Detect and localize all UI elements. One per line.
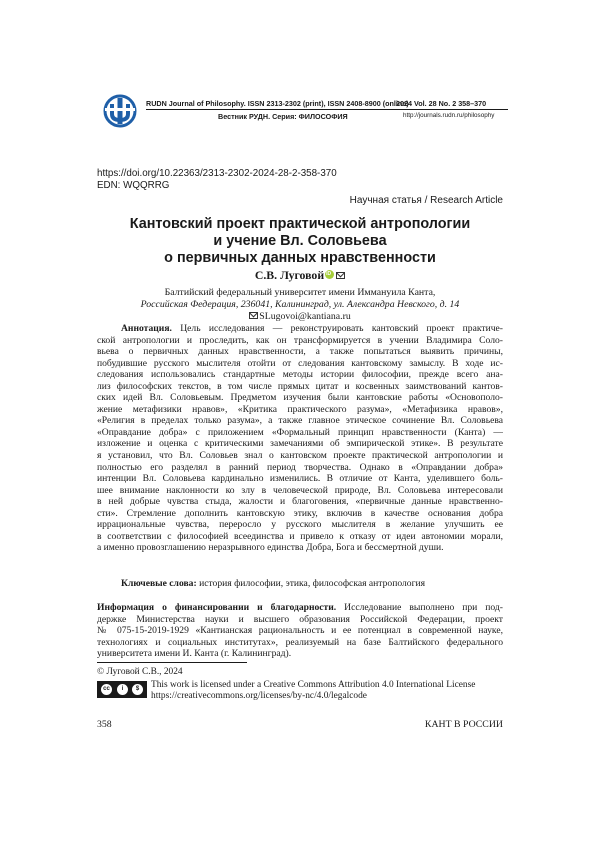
footnote-rule (97, 662, 247, 663)
journal-name: RUDN Journal of Philosophy. ISSN 2313-2302 (print), ISSN 2408-8900 (online) (146, 99, 409, 108)
abstract-line: жение метафизики нравов», «Критика практического разума», «Метафизика нравов», (97, 403, 503, 415)
funding-line: № 075-15-2019-1929 «Кантианская рациональность и ее потенциал в современной науке, (97, 625, 503, 637)
abstract-line: в соответствии с философией всеединства и привело к отказу от идеи автономии морали, (97, 530, 503, 542)
abstract-line: шее внимание наклонности ко злу в человеческой природе, Вл. Соловьева интересовали (97, 484, 503, 496)
journal-series: Вестник РУДН. Серия: ФИЛОСОФИЯ (218, 112, 348, 121)
copyright: © Луговой С.В., 2024 (97, 667, 183, 677)
section-name: КАНТ В РОССИИ (424, 719, 503, 730)
page-number: 358 (97, 719, 112, 730)
abstract-line: вьева о первичных данных нравственности, а также попытаться выявить причины, (97, 346, 503, 358)
funding-info (97, 602, 503, 660)
abstract-line: я установил, что Вл. Соловьев знал о кантовском проекте практической антропологии и (97, 450, 503, 462)
orcid-icon[interactable] (325, 270, 334, 279)
article-title (97, 216, 503, 267)
abstract-line: «Оправдание добра» с приложением «Формальный принцип нравственности (Канта) — (97, 426, 503, 438)
keywords (121, 578, 425, 589)
funding-line: университета имени И. Канта (г. Калининград). (97, 648, 292, 660)
abstract-line: сти». Стремление дополнить кантовскую этику, включив в качестве основания добра (97, 507, 503, 519)
affiliation-address: Российская Федерация, 236041, Калининград, ул. Александра Невского, д. 14 (140, 298, 460, 310)
abstract-line: «Религия в пределах только разума», а также главное этическое сочинение Вл. Соловьева (97, 415, 503, 427)
license-link[interactable]: https://creativecommons.org/licenses/by-nc/4.0/legalcode (151, 691, 367, 701)
header-rule (146, 109, 508, 110)
abstract (97, 323, 503, 554)
by-icon: i (116, 683, 129, 696)
abstract-line: изложение и оценка с критическими замечаниями об эмпирической этике». В результате (97, 438, 503, 450)
abstract-line: лиз философских текстов, в том числе прямых цитат и косвенных заимствований кантов- (97, 380, 503, 392)
doi-link[interactable]: https://doi.org/10.22363/2313-2302-2024-28-2-358-370 (97, 168, 337, 179)
rudn-logo-icon (103, 94, 137, 128)
author-email-link[interactable]: SLugovoi@kantiana.ru (259, 310, 351, 322)
nc-icon: $ (131, 683, 144, 696)
author-name: С.В. Луговой (254, 268, 325, 282)
abstract-line: иррациональные чувства, переросло у русского мыслителя в желание улучшить ее (97, 519, 503, 531)
title-line: Кантовский проект практической антропологии (129, 216, 471, 232)
abstract-line: полностью его разделял в ранний период творчества. Однако в «Оправдании добра» (97, 461, 503, 473)
affiliation-university: Балтийский федеральный университет имени Иммануила Канта, (164, 287, 436, 298)
author-line (97, 268, 503, 283)
title-line: и учение Вл. Соловьева (213, 233, 387, 249)
abstract-line: ской антропологии и проследить, как он трансформируется в учении Владимира Соло- (97, 334, 503, 346)
abstract-line: побудившие русского мыслителя отойти от следования кантовскому замыслу. В ходе ис- (97, 357, 503, 369)
funding-line: технологиях и социальных институтах», реализуемый на базе Балтийского федерального (97, 636, 503, 648)
envelope-icon[interactable] (336, 272, 345, 279)
abstract-line: Аннотация. Цель исследования — реконструировать кантовский проект практиче- (121, 323, 503, 334)
cc-icon: cc (100, 683, 113, 696)
journal-url-link[interactable]: http://journals.rudn.ru/philosophy (403, 112, 495, 119)
funding-label: Информация о финансировании и благодарности. (97, 602, 337, 613)
abstract-line: следования использовались стандартные методы истории философии, прежде всего ана- (97, 369, 503, 381)
journal-issue: 2024 Vol. 28 No. 2 358–370 (396, 99, 487, 108)
keywords-label: Ключевые слова: (121, 578, 197, 589)
cc-by-nc-icon[interactable] (97, 681, 147, 698)
title-line: о первичных данных нравственности (164, 250, 436, 266)
keywords-text: история философии, этика, философская антропология (199, 578, 426, 589)
affiliation (97, 287, 503, 322)
envelope-icon (249, 312, 258, 319)
abstract-label: Аннотация. (121, 323, 172, 334)
article-type: Научная статья / Research Article (349, 195, 503, 206)
abstract-line: интенции Вл. Соловьева кардинально изменились. В отличие от Канта, уделившего боль- (97, 473, 503, 485)
funding-line: Информация о финансировании и благодарности. Исследование выполнено при под- (97, 602, 503, 613)
license-text: This work is licensed under a Creative Commons Attribution 4.0 International License (151, 680, 476, 690)
abstract-line: а именно провозглашению неразрывного единства Добра, Бога и бессмертной души. (97, 542, 444, 554)
abstract-line: в ней добрые чувства стыда, жалости и благоговения, «первичные данные нравственно- (97, 496, 503, 508)
abstract-line: ских идей Вл. Соловьевым. Предметом изучения были кантовские работы «Основополо- (97, 392, 503, 404)
funding-line: держке Министерства науки и высшего образования Российской Федерации, проект (97, 613, 503, 625)
edn-code: EDN: WQQRRG (97, 180, 170, 191)
